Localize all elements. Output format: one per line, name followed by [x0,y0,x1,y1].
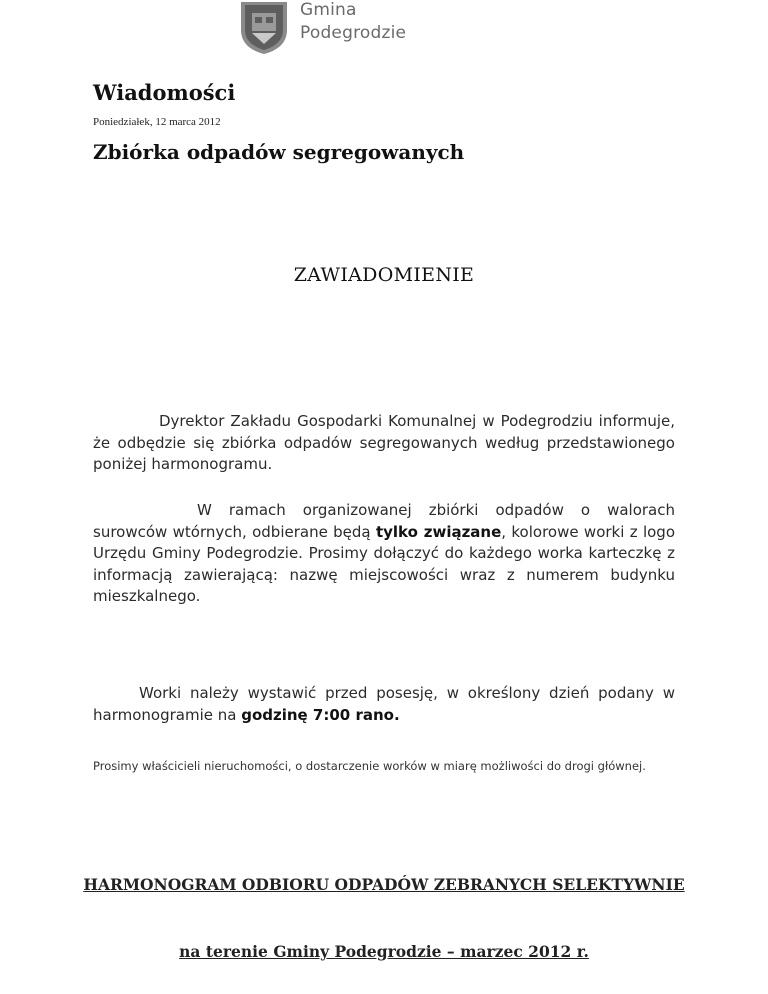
section-title: Wiadomości [93,80,236,105]
paragraph-collection-text-2: , kolorowe worki z logo Urzędu Gminy Podegrodzie. Prosimy dołączyć do każdego worka karteczkę z informacją zawierającą: nazwę miejscowości wraz z numerem budynku mieszkalnego. [93,522,675,605]
logo-line-1: Gmina [300,0,357,20]
paragraph-collection-emphasis: tylko związane [375,522,502,541]
paragraph-pickup-time [93,683,675,726]
paragraph-announcement-text: Dyrektor Zakładu Gospodarki Komunalnej w Podegrodziu informuje, że odbędzie się zbiórka odpadów segregowanych według przedstawionego poniżej harmonogramu. [93,412,675,473]
paragraph-announcement [93,411,675,476]
coat-of-arms-icon [238,0,290,54]
paragraph-pickup-text: Worki należy wystawić przed posesję, w określony dzień podany w harmonogramie na [93,684,675,724]
schedule-title: HARMONOGRAM ODBIORU ODPADÓW ZEBRANYCH SELEKTYWNIE [83,875,685,894]
logo-line-2: Podegrodzie [300,23,407,43]
schedule-subtitle: na terenie Gminy Podegrodzie – marzec 2012 r. [179,942,589,961]
notice-heading: ZAWIADOMIENIE [293,264,475,286]
logo-text [300,0,406,45]
paragraph-collection-text-1: W ramach organizowanej zbiórki odpadów o walorach surowców wtórnych, odbierane będą [93,501,675,541]
article-title: Zbiórka odpadów segregowanych [93,140,465,164]
paragraph-collection-rules [93,500,675,608]
article-date: Poniedziałek, 12 marca 2012 [93,116,221,128]
paragraph-pickup-time-emphasis: godzinę 7:00 rano. [241,705,400,724]
header-logo[interactable] [238,0,438,55]
owners-note: Prosimy właścicieli nieruchomości, o dostarczenie worków w miarę możliwości do drogi głównej. [93,759,646,773]
